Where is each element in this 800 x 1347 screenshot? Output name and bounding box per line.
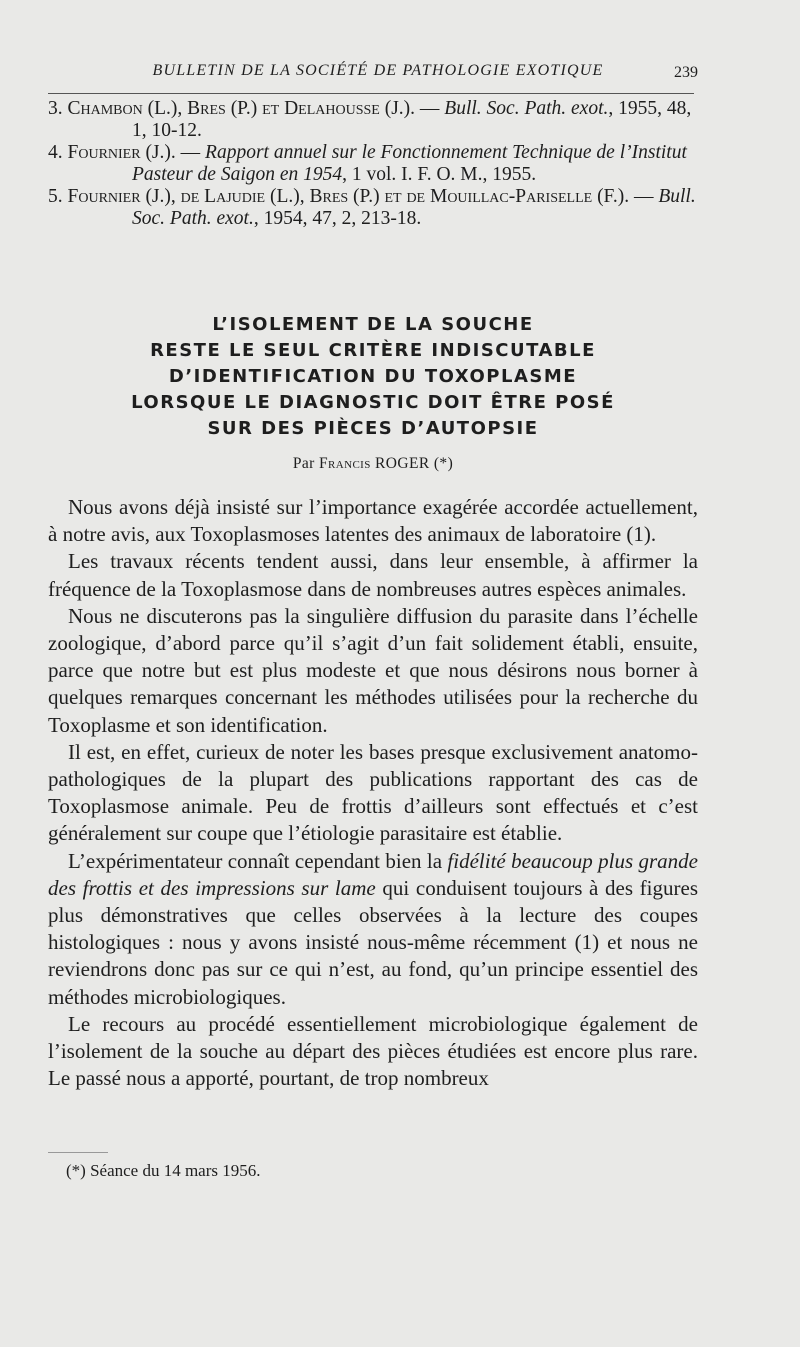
reference-list xyxy=(48,98,698,230)
footnote-marker: (*) xyxy=(429,455,454,472)
title-line: LORSQUE LE DIAGNOSTIC DOIT ÊTRE POSÉ xyxy=(131,392,615,413)
reference-number: 3. xyxy=(48,98,63,119)
footnote-rule xyxy=(48,1152,108,1153)
byline xyxy=(48,455,698,473)
body-paragraph xyxy=(48,548,698,602)
reference-dash: — xyxy=(175,142,206,163)
byline-author: Francis ROGER xyxy=(319,455,430,472)
article-title xyxy=(48,312,698,442)
body-paragraph xyxy=(48,603,698,739)
body-paragraph xyxy=(48,739,698,848)
reference-item xyxy=(48,98,698,142)
title-line: L’ISOLEMENT DE LA SOUCHE xyxy=(212,314,534,335)
text-run: Il est, en effet, curieux de noter les bases presque exclusivement anatomo-pathologiques de la plupart des publications rapportant des cas de Toxoplasmose animale. Peu de frottis d’ailleurs sont effectués et c’est généralement sur coupe que l’étiologie parasitaire est établie. xyxy=(48,739,698,846)
reference-author: Chambon (L.), Bres (P.) et Delahousse (J.). xyxy=(67,98,416,119)
reference-details: , 1 vol. I. F. O. M., 1955. xyxy=(342,164,537,185)
body-paragraph xyxy=(48,848,698,1011)
reference-item xyxy=(48,142,698,186)
title-line: D’IDENTIFICATION DU TOXOPLASME xyxy=(168,366,578,387)
italic-run: fidélité beaucoup plus grande des frottis et des impressions sur lame xyxy=(48,848,698,900)
title-line: SUR DES PIÈCES D’AUTOPSIE xyxy=(207,418,539,439)
reference-author: Fournier (J.), de Lajudie (L.), Bres (P.) et de Mouillac-Pariselle (F.). xyxy=(67,186,630,207)
reference-journal: Bull. Soc. Path. exot. xyxy=(132,186,696,229)
running-head xyxy=(48,58,698,86)
reference-number: 4. xyxy=(48,142,63,163)
header-rule xyxy=(48,93,694,94)
reference-number: 5. xyxy=(48,186,63,207)
reference-author: Fournier (J.). xyxy=(67,142,176,163)
article-body xyxy=(48,494,698,1092)
body-paragraph xyxy=(48,494,698,548)
title-line: RESTE LE SEUL CRITÈRE INDISCUTABLE xyxy=(150,340,596,361)
byline-prefix: Par xyxy=(292,455,319,472)
reference-journal: Bull. Soc. Path. exot. xyxy=(444,98,609,119)
footnote: (*) Séance du 14 mars 1956. xyxy=(66,1161,261,1180)
text-run: qui conduisent toujours à des figures plus démonstratives que celles observées à la lecture des coupes histologiques : nous y avons insisté nous-même récemment (1) et nous ne reviendrons donc pas sur ce qui n’est, au fond, qu’un principe essentiel des méthodes microbiologiques. xyxy=(48,875,698,1009)
text-run: Les travaux récents tendent aussi, dans leur ensemble, à affirmer la fréquence de la Toxoplasmose dans de nombreuses autres espèces animales. xyxy=(48,549,698,601)
reference-dash: — xyxy=(415,98,445,119)
reference-journal: Rapport annuel sur le Fonctionnement Technique de l’Institut Pasteur de Saigon en 1954 xyxy=(132,142,687,185)
body-paragraph xyxy=(48,1011,698,1093)
page-number: 239 xyxy=(674,64,698,81)
text-run: Nous avons déjà insisté sur l’importance exagérée accordée actuellement, à notre avis, aux Toxoplasmoses latentes des animaux de laboratoire (1). xyxy=(48,495,698,547)
running-title: BULLETIN DE LA SOCIÉTÉ DE PATHOLOGIE EXOTIQUE xyxy=(152,62,604,79)
text-run: Le recours au procédé essentiellement microbiologique également de l’isolement de la souche au départ des pièces étudiées est encore plus rare. Le passé nous a apporté, pourtant, de trop nombreux xyxy=(48,1011,698,1091)
reference-item xyxy=(48,186,698,230)
reference-details: , 1954, 47, 2, 213-18. xyxy=(253,208,422,229)
reference-dash: — xyxy=(629,186,659,207)
reference-details: , 1955, 48, 1, 10-12. xyxy=(132,98,692,141)
text-run: L’expérimentateur connaît cependant bien la xyxy=(68,848,448,873)
text-run: Nous ne discuterons pas la singulière diffusion du parasite dans l’échelle zoologique, d’abord parce qu’il s’agit d’un fait solidement établi, ensuite, parce que notre but est plus modeste et que nous désirons nous borner à quelques remarques concernant les méthodes utilisées pour la recherche du Toxoplasme et son identification. xyxy=(48,603,698,737)
